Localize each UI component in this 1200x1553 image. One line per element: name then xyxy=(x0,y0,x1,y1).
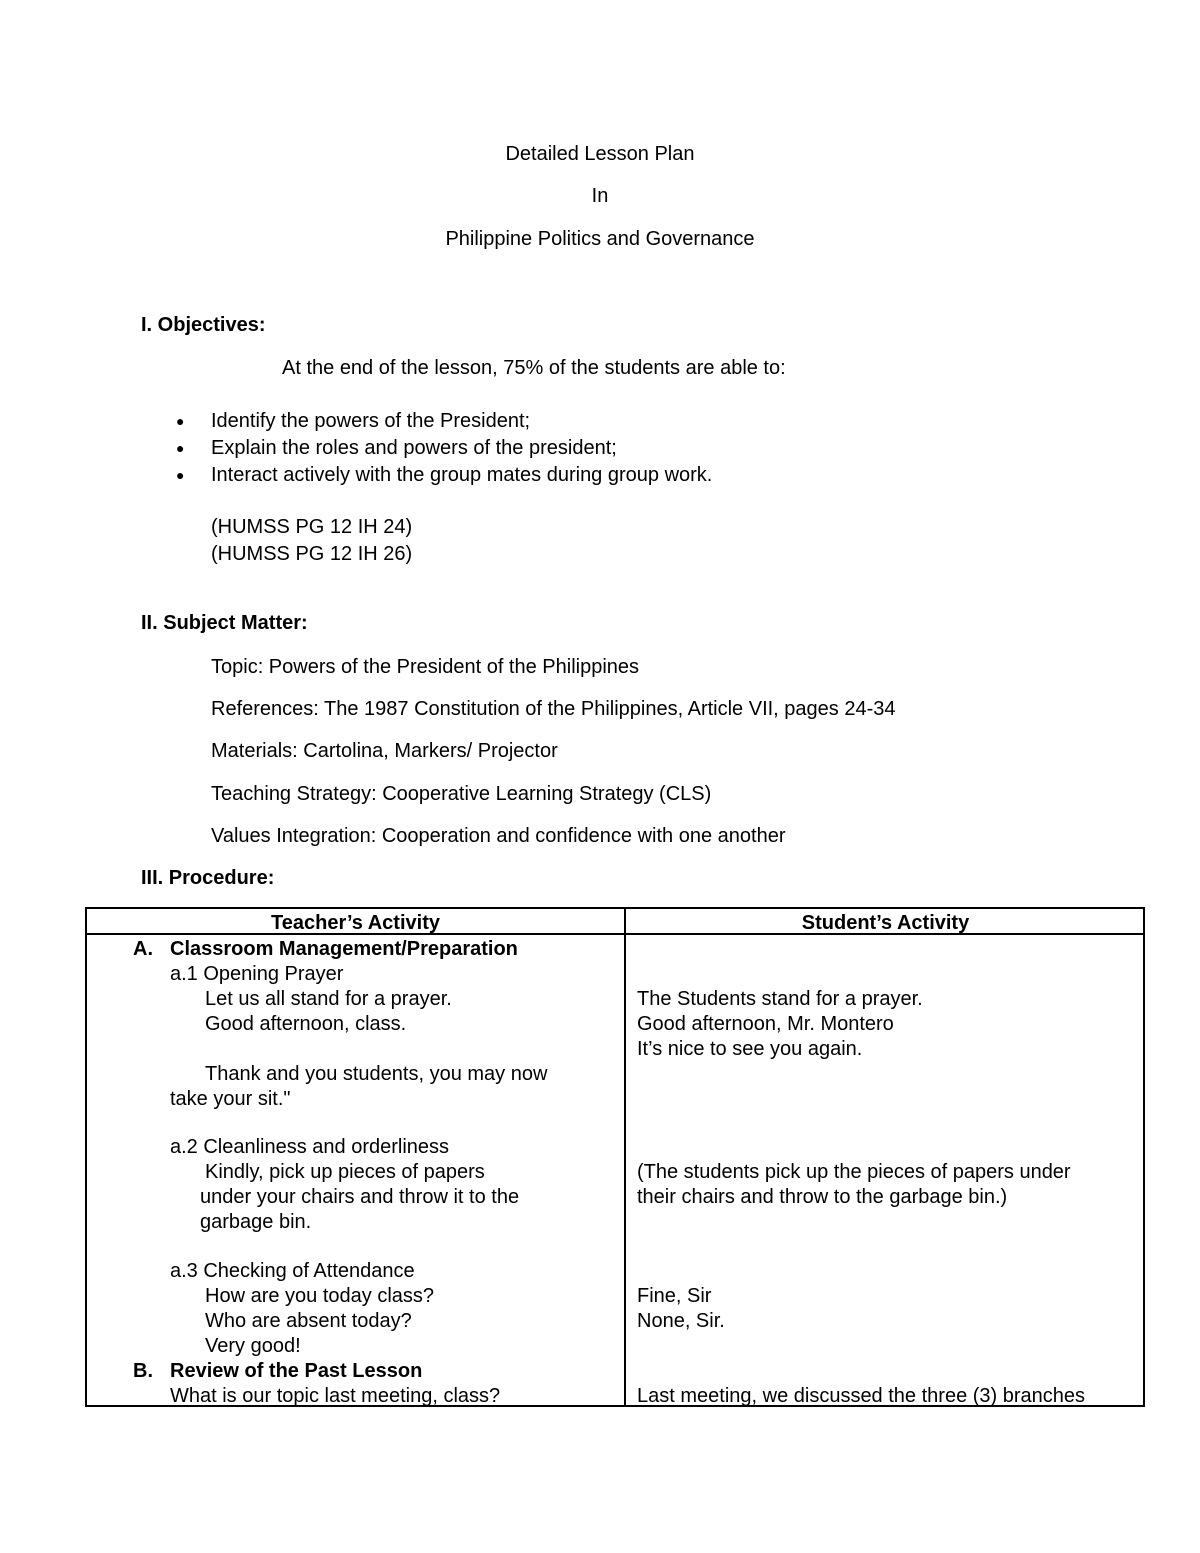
objective-item: Identify the powers of the President; xyxy=(211,410,531,432)
teacher-line: Kindly, pick up pieces of papers xyxy=(205,1161,485,1183)
teacher-line: take your sit." xyxy=(170,1088,291,1110)
subsection-title: a.3 Checking of Attendance xyxy=(170,1260,415,1282)
table-header-divider xyxy=(87,933,1143,935)
subject-references: References: The 1987 Constitution of the Philippines, Article VII, pages 24-34 xyxy=(211,698,896,720)
student-line: The Students stand for a prayer. xyxy=(637,988,923,1010)
subsection-title: a.2 Cleanliness and orderliness xyxy=(170,1136,450,1158)
procedure-table xyxy=(85,907,1145,1407)
objectives-intro: At the end of the lesson, 75% of the students are able to: xyxy=(282,357,786,379)
document-subject: Philippine Politics and Governance xyxy=(445,228,755,250)
student-line: their chairs and throw to the garbage bin.) xyxy=(637,1186,1008,1208)
section-letter: A. xyxy=(133,938,153,960)
teacher-line: How are you today class? xyxy=(205,1285,435,1307)
procedure-heading: III. Procedure: xyxy=(141,867,275,889)
student-line: Good afternoon, Mr. Montero xyxy=(637,1013,894,1035)
bullet-icon: ● xyxy=(176,440,185,456)
subject-materials: Materials: Cartolina, Markers/ Projector xyxy=(211,740,558,762)
student-line: None, Sir. xyxy=(637,1310,725,1332)
teacher-line: Good afternoon, class. xyxy=(205,1013,407,1035)
student-line: Fine, Sir xyxy=(637,1285,712,1307)
table-column-divider xyxy=(624,909,626,1405)
subject-values: Values Integration: Cooperation and confidence with one another xyxy=(211,825,786,847)
student-activity-header: Student’s Activity xyxy=(801,912,970,934)
subsection-title: a.1 Opening Prayer xyxy=(170,963,344,985)
teacher-line: Who are absent today? xyxy=(205,1310,412,1332)
objective-item: Explain the roles and powers of the president; xyxy=(211,437,617,459)
student-line: (The students pick up the pieces of papers under xyxy=(637,1161,1071,1183)
objectives-heading: I. Objectives: xyxy=(141,314,266,336)
subject-topic: Topic: Powers of the President of the Philippines xyxy=(211,656,640,678)
document-title-in: In xyxy=(591,185,609,207)
teacher-line: What is our topic last meeting, class? xyxy=(170,1385,501,1407)
teacher-line: garbage bin. xyxy=(200,1211,312,1233)
competency-code: (HUMSS PG 12 IH 26) xyxy=(211,543,413,565)
subject-matter-heading: II. Subject Matter: xyxy=(141,612,308,634)
bullet-icon: ● xyxy=(176,413,185,429)
section-title: Classroom Management/Preparation xyxy=(170,938,518,960)
teacher-line: Thank and you students, you may now xyxy=(205,1063,548,1085)
teacher-line: Very good! xyxy=(205,1335,301,1357)
student-line: It’s nice to see you again. xyxy=(637,1038,863,1060)
section-letter: B. xyxy=(133,1360,153,1382)
student-line: Last meeting, we discussed the three (3) branches xyxy=(637,1385,1086,1407)
teacher-line: under your chairs and throw it to the xyxy=(200,1186,520,1208)
competency-code: (HUMSS PG 12 IH 24) xyxy=(211,516,413,538)
section-title: Review of the Past Lesson xyxy=(170,1360,423,1382)
subject-strategy: Teaching Strategy: Cooperative Learning Strategy (CLS) xyxy=(211,783,712,805)
teacher-line: Let us all stand for a prayer. xyxy=(205,988,452,1010)
bullet-icon: ● xyxy=(176,467,185,483)
teacher-activity-header: Teacher’s Activity xyxy=(271,912,440,934)
objective-item: Interact actively with the group mates during group work. xyxy=(211,464,713,486)
document-title: Detailed Lesson Plan xyxy=(505,143,695,165)
